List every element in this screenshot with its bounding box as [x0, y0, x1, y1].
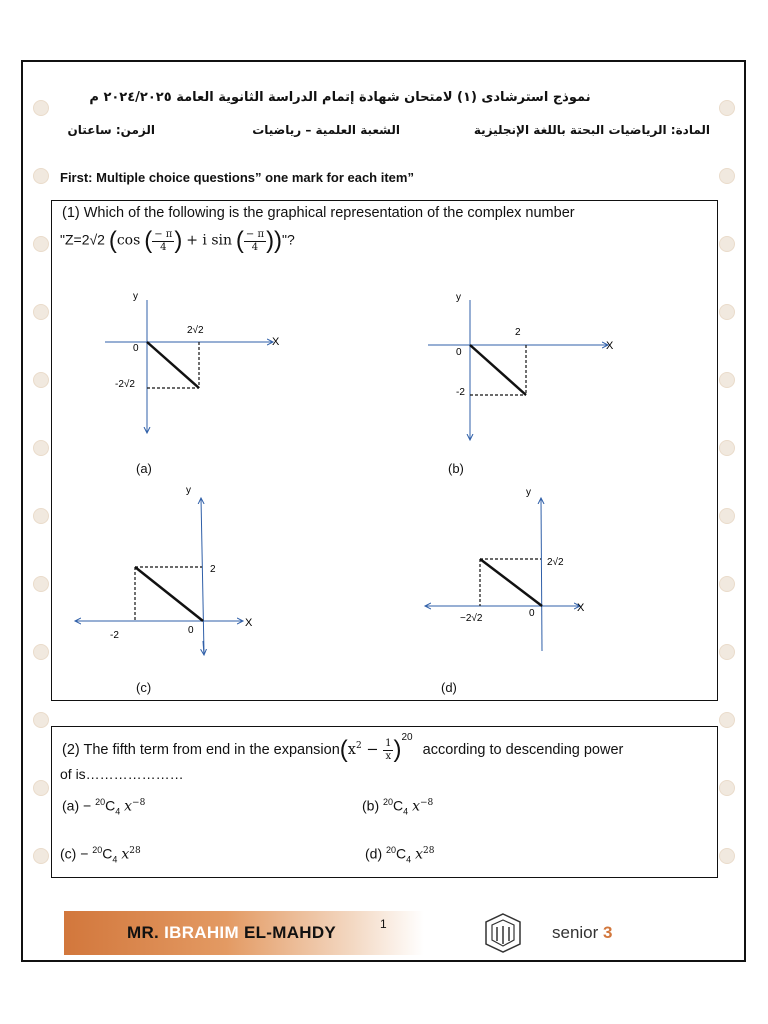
author-name-last: EL-MAHDY [238, 923, 337, 942]
question-1-suffix: "? [282, 231, 295, 248]
option-a-label: (a) − [62, 797, 92, 814]
grade-text: senior [552, 923, 604, 942]
option-a-coef: C [105, 797, 116, 814]
graph-d-vector [480, 559, 542, 606]
option-a-exp: −8 [132, 798, 146, 808]
graph-d-label: (d) [441, 680, 457, 695]
grade-number: 3 [603, 923, 613, 942]
i-sin-label: + i sin [186, 232, 233, 249]
author-name [127, 923, 336, 943]
graph-b-y-tick: -2 [456, 387, 465, 398]
graph-a-y-tick: -2√2 [115, 379, 135, 390]
option-c-coef-sub: 4 [112, 854, 118, 865]
graph-d-x-label: X [577, 602, 585, 614]
option-b-exp: −8 [419, 798, 434, 808]
author-logo-icon [483, 912, 523, 954]
question-2-line2: of is………………… [60, 766, 184, 782]
branch-label: الشعبة العلمية – رياضيات [252, 123, 400, 137]
author-name-accent: IBRAHIM [164, 923, 239, 942]
graph-d-x-tick: −2√2 [460, 613, 483, 624]
option-c-var: x [121, 846, 130, 863]
option-a[interactable] [62, 797, 145, 816]
expr-frac-den: x [385, 750, 392, 762]
question-2-text: (2) The fifth term from end in the $expansion(x^2$ − $\frac{1}{x}$ )$^{20}$ according to descending power [62, 732, 624, 764]
left-watermark-strip [32, 100, 50, 910]
graph-b-y-label: y [456, 292, 461, 303]
option-d-var: x [415, 846, 423, 863]
graph-b-origin: 0 [456, 347, 462, 358]
graph-d [420, 483, 600, 663]
option-d-coef: C [396, 845, 407, 862]
option-a-coef-sup: 20 [95, 797, 106, 807]
exam-title: نموذج استرشادى (١) لامتحان شهادة إتمام الدراسة الثانوية العامة ٢٠٢٤/٢٠٢٥ م [89, 90, 591, 105]
graph-c-y-axis [201, 498, 204, 653]
graph-c-label: (c) [136, 680, 152, 695]
option-d-exp: 28 [422, 846, 435, 856]
option-b[interactable] [362, 797, 433, 816]
graph-a-vector [147, 342, 199, 388]
expr-power: 20 [401, 732, 413, 743]
cos-frac-den: 4 [160, 241, 167, 253]
option-b-coef-sub: 4 [403, 806, 409, 817]
author-name-first: MR. [127, 923, 165, 942]
graph-c-vector [135, 567, 203, 621]
grade-label [552, 923, 613, 943]
graph-d-y-label: y [526, 487, 531, 498]
expr-x-exp: 2 [355, 741, 362, 752]
option-d-label: (d) [365, 845, 383, 862]
time-label: الزمن: ساعتان [67, 123, 155, 137]
z-prefix: "Z=2√2 [60, 231, 105, 248]
option-b-coef: C [393, 797, 404, 814]
question-2-prefix: (2) The fifth term from end in the expansion [62, 742, 340, 758]
graph-c-x-label: X [245, 617, 253, 629]
graph-c-y-label: y [186, 485, 191, 496]
option-b-label: (b) [362, 797, 380, 814]
option-c-coef: C [102, 845, 113, 862]
graph-b-vector [470, 345, 526, 395]
cos-label: cos [116, 232, 141, 249]
page-number: 1 [380, 917, 387, 931]
graph-b [418, 285, 628, 450]
graph-d-y-tick: 2√2 [547, 557, 564, 568]
option-d-coef-sub: 4 [406, 854, 412, 865]
graph-a [95, 285, 295, 445]
option-b-var: x [412, 798, 420, 815]
cos-frac-num: − π [154, 228, 173, 240]
option-d[interactable] [365, 845, 434, 864]
question-2-suffix: according to descending power [422, 742, 624, 758]
graph-c-origin: 0 [188, 625, 194, 636]
option-c-exp: 28 [129, 846, 141, 856]
graph-a-origin: 0 [133, 343, 139, 354]
graph-d-y-axis [541, 498, 542, 651]
graph-a-x-label: X [272, 336, 280, 348]
section-title: First: Multiple choice questions” one mark for each item” [60, 170, 414, 185]
expr-minus: − [361, 742, 384, 758]
graph-c-y-tick: 2 [210, 564, 216, 575]
graph-d-origin: 0 [529, 608, 535, 619]
graph-c-x-tick: -2 [110, 630, 119, 641]
option-b-coef-sup: 20 [383, 797, 394, 807]
graph-b-x-label: X [606, 340, 614, 352]
option-a-var: x [124, 798, 133, 815]
right-watermark-strip [718, 100, 736, 910]
subject-label: المادة: الرياضيات البحتة باللغة الإنجليزية [473, 123, 710, 137]
question-1-expression: "Z=2√2 (cos ( $\frac{- \pi}{4}$ ) + i sin ( $\frac{- \pi}{4}$ ))"? [60, 227, 295, 254]
graph-b-label: (b) [448, 461, 464, 476]
option-d-coef-sup: 20 [386, 845, 397, 855]
graph-c [65, 483, 265, 663]
graph-a-label: (a) [136, 461, 152, 476]
graph-a-x-tick: 2√2 [187, 325, 204, 336]
option-c-label: (c) − [60, 845, 89, 862]
question-1-text: (1) Which of the following is the graphical representation of the complex number [62, 205, 575, 221]
graph-a-y-label: y [133, 291, 138, 302]
sin-frac-den: 4 [251, 241, 259, 253]
option-a-coef-sub: 4 [115, 806, 121, 817]
expr-x: x [347, 742, 356, 758]
sin-frac-num: − π [245, 228, 265, 240]
subject-row [60, 123, 710, 141]
option-c[interactable] [60, 845, 141, 864]
graph-b-x-tick: 2 [515, 327, 521, 338]
option-c-coef-sup: 20 [92, 845, 103, 855]
expr-frac-num: 1 [385, 737, 392, 749]
